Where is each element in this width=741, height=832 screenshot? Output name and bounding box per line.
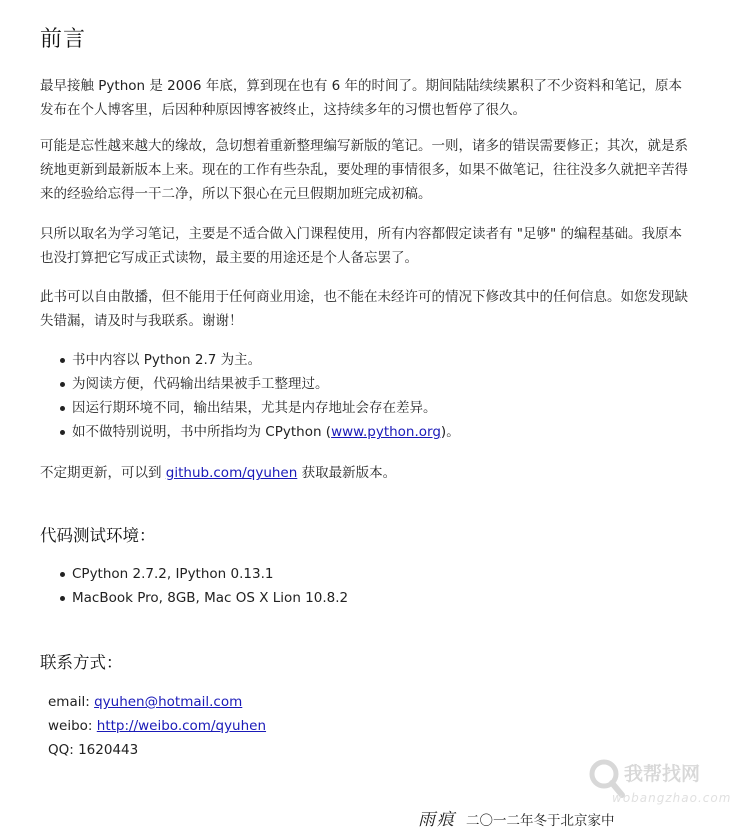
contact-qq-row: QQ: 1620443 — [48, 742, 139, 758]
notes-list — [62, 348, 460, 444]
weibo-link[interactable]: http://weibo.com/qyuhen — [96, 718, 267, 734]
list-item: 为阅读方便，代码输出结果被手工整理过。 — [62, 372, 460, 396]
intro-paragraph-2: 可能是忘性越来越大的缘故，急切想着重新整理编写新版的笔记。一则，诸多的错误需要修正；其次，就是系统地更新到最新版本上来。现在的工作有些杂乱，要处理的事情很多，如果不做笔记，往往没多久就把辛苦得来的经验给忘得一干二净，所以下狠心在元旦假期加班完成初稿。 — [40, 138, 688, 202]
github-link[interactable]: github.com/qyuhen — [165, 465, 298, 481]
contact-block — [48, 690, 266, 762]
python-org-link[interactable]: www.python.org — [331, 424, 441, 440]
contact-email-row: email: qyuhen@hotmail.com — [48, 694, 243, 710]
signature-date: 二〇一二年冬于北京家中 — [466, 813, 615, 829]
site-watermark — [582, 757, 732, 817]
author-name: 雨痕 — [418, 810, 456, 830]
intro-paragraph-1: 最早接触 Python 是 2006 年底，算到现在也有 6 年的时间了。期间陆陆续续累积了不少资料和笔记，原本发布在个人博客里，后因种种原因博客被终止，这持续多年的习惯也暂停了很久。 — [40, 78, 682, 118]
update-paragraph: 不定期更新，可以到 github.com/qyuhen 获取最新版本。 — [40, 465, 397, 481]
env-list — [62, 562, 348, 610]
qq-number: 1620443 — [78, 742, 139, 758]
intro-paragraph-3: 只所以取名为学习笔记，主要是不适合做入门课程使用，所有内容都假定读者有 "足够" 的编程基础。我原本也没打算把它写成正式读物，最主要的用途还是个人备忘罢了。 — [40, 226, 683, 266]
list-item: CPython 2.7.2, IPython 0.13.1 — [62, 562, 348, 586]
contact-weibo-row: weibo: http://weibo.com/qyuhen — [48, 718, 267, 734]
page-title: 前言 — [40, 27, 87, 52]
contact-heading: 联系方式： — [40, 653, 123, 672]
list-item: 如不做特别说明，书中所指均为 CPython (www.python.org)。 — [62, 420, 460, 444]
list-item: 书中内容以 Python 2.7 为主。 — [62, 348, 460, 372]
list-item: MacBook Pro, 8GB, Mac OS X Lion 10.8.2 — [62, 586, 348, 610]
list-item: 因运行期环境不同，输出结果，尤其是内存地址会存在差异。 — [62, 396, 460, 420]
intro-paragraph-4: 此书可以自由散播，但不能用于任何商业用途，也不能在未经许可的情况下修改其中的任何信息。如您发现缺失错漏，请及时与我联系。谢谢！ — [40, 289, 688, 329]
env-heading: 代码测试环境： — [40, 526, 156, 545]
email-link[interactable]: qyuhen@hotmail.com — [94, 694, 243, 710]
watermark-url: wobangzhao.com — [612, 791, 732, 805]
watermark-text: 我帮找网 — [624, 763, 701, 785]
